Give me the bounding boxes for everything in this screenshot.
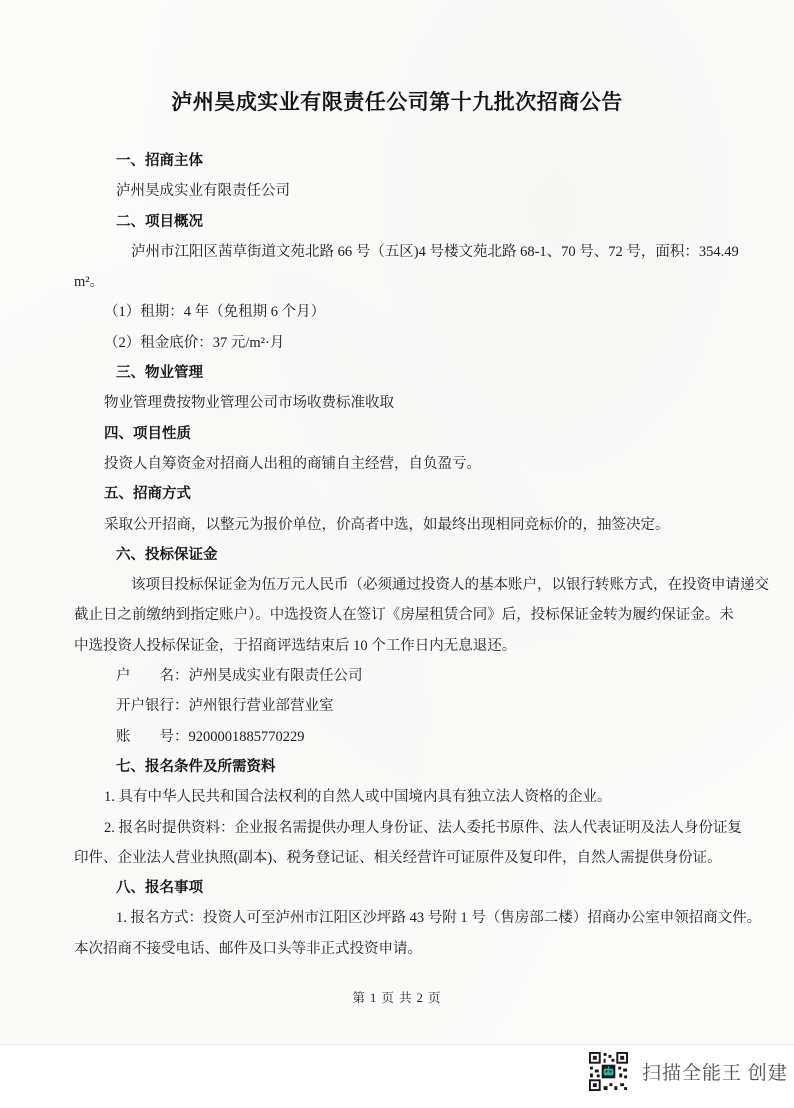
bank-line: 开户银行：泸州银行营业部营业室 xyxy=(116,698,334,715)
page-number: 第 1 页 共 2 页 xyxy=(352,991,442,1005)
document-line: 本次招商不接受电话、邮件及口头等非正式投资申请。 xyxy=(74,940,422,957)
document-body xyxy=(74,146,774,964)
section-heading: 二、项目概况 xyxy=(116,213,203,230)
section-heading: 七、报名条件及所需资料 xyxy=(116,758,276,775)
section-heading: 八、报名事项 xyxy=(116,880,203,897)
document-line: 2. 报名时提供资料：企业报名需提供办理人身份证、法人委托书原件、法人代表证明及法人身份证复 xyxy=(104,819,742,836)
qr-code-icon xyxy=(588,1051,629,1092)
section-heading: 三、物业管理 xyxy=(116,365,203,382)
document-line: 该项目投标保证金为伍万元人民币（必须通过投资人的基本账户，以银行转账方式，在投资申请递交 xyxy=(131,577,769,594)
document-line: 截止日之前缴纳到指定账户）。中选投资人在签订《房屋租赁合同》后，投标保证金转为履约保证金。未 xyxy=(74,607,734,624)
account-name-line: 户 名：泸州昊成实业有限责任公司 xyxy=(116,668,363,685)
document-line: 1. 报名方式：投资人可至泸州市江阳区沙坪路 43 号附 1 号（售房部二楼）招商办公室申领招商文件。 xyxy=(116,910,762,927)
scan-page-edge xyxy=(0,1044,794,1045)
document-line: m²。 xyxy=(74,274,105,291)
document-line: 印件、企业法人营业执照(副本)、税务登记证、相关经营许可证原件及复印件，自然人需提供身份证。 xyxy=(74,849,722,866)
section-heading: 五、招商方式 xyxy=(104,486,191,503)
document-line: 投资人自筹资金对招商人出租的商铺自主经营，自负盈亏。 xyxy=(104,455,481,472)
camscanner-watermark xyxy=(588,1048,788,1094)
watermark-label: 扫描全能王 创建 xyxy=(642,1062,788,1084)
section-heading: 四、项目性质 xyxy=(104,425,191,442)
section-heading: 一、招商主体 xyxy=(116,153,203,169)
document-line: 中选投资人投标保证金，于招商评选结束后 10 个工作日内无息退还。 xyxy=(74,637,517,654)
document-title: 泸州昊成实业有限责任公司第十九批次招商公告 xyxy=(171,90,623,114)
document-line: 1. 具有中华人民共和国合法权利的自然人或中国境内具有独立法人资格的企业。 xyxy=(104,789,612,806)
section-heading: 六、投标保证金 xyxy=(116,546,218,563)
document-line: 采取公开招商，以整元为报价单位，价高者中选，如最终出现相同竞标价的，抽签决定。 xyxy=(104,516,670,533)
account-number-line: 账 号：9200001885770229 xyxy=(116,728,305,745)
document-line: 泸州昊成实业有限责任公司 xyxy=(116,183,290,200)
document-line: 物业管理费按物业管理公司市场收费标准收取 xyxy=(104,395,394,412)
document-line: （1）租期：4 年（免租期 6 个月） xyxy=(104,304,326,321)
document-line: （2）租金底价：37 元/m²·月 xyxy=(104,334,285,351)
document-line: 泸州市江阳区茜草街道文苑北路 66 号（五区)4 号楼文苑北路 68-1、70 号、72 号，面积：354.49 xyxy=(131,243,739,260)
